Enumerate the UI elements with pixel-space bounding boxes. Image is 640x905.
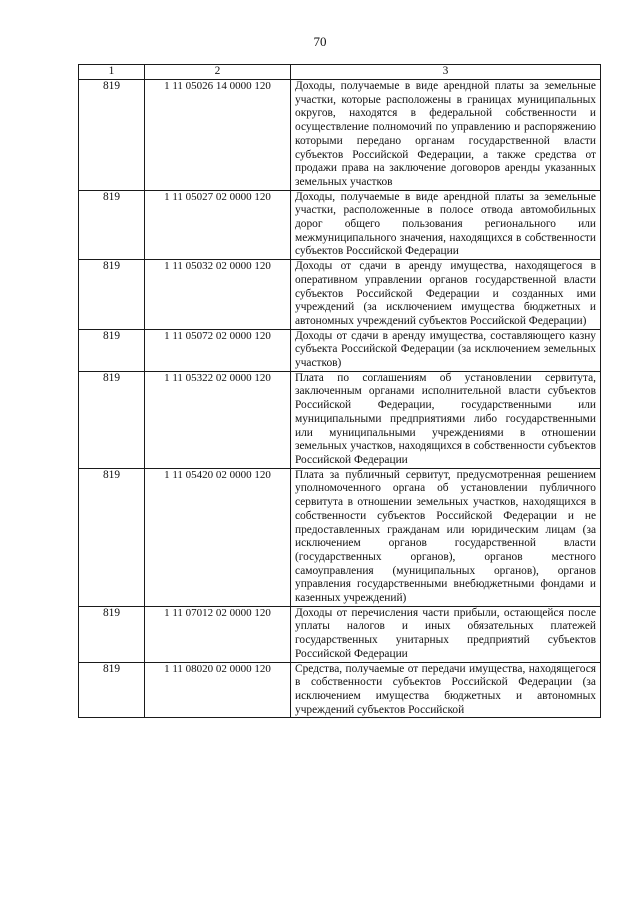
- revenue-code-cell: 1 11 08020 02 0000 120: [145, 662, 291, 718]
- revenue-codes-table: [78, 64, 601, 718]
- table-row: [79, 468, 601, 606]
- revenue-code-cell: 1 11 07012 02 0000 120: [145, 606, 291, 662]
- description-cell: Доходы от перечисления части прибыли, остающейся после уплаты налогов и иных обязательных платежей государственных унитарных предприятий субъектов Российской Федерации: [291, 606, 601, 662]
- revenue-code-cell: 1 11 05027 02 0000 120: [145, 190, 291, 260]
- admin-code-cell: 819: [79, 606, 145, 662]
- description-cell: Доходы, получаемые в виде арендной платы за земельные участки, расположенные в полосе отвода автомобильных дорог общего пользования регионального или межмуниципального значения, находящихся в собственности субъектов Российской Федерации: [291, 190, 601, 260]
- table-row: [79, 606, 601, 662]
- table-row: [79, 662, 601, 718]
- description-cell: Средства, получаемые от передачи имущества, находящегося в собственности субъектов Российской Федерации (за исключением имущества бюджетных и автономных учреждений субъектов Российской: [291, 662, 601, 718]
- description-cell: Доходы от сдачи в аренду имущества, находящегося в оперативном управлении органов государственной власти субъектов Российской Федерации и созданных ими учреждений (за исключением имущества бюджетных и автономных учреждений субъектов Российской Федерации): [291, 260, 601, 330]
- description-cell: Плата за публичный сервитут, предусмотренная решением уполномоченного органа об установлении публичного сервитута в отношении земельных участков, находящихся в собственности субъектов Российской Федерации и не предоставленных гражданам или юридическим лицам (за исключением органов государственной власти (государственных органов), органов местного самоуправления (муниципальных органов), органов управления государственными внебюджетными фондами и казенных учреждений): [291, 468, 601, 606]
- description-cell: Плата по соглашениям об установлении сервитута, заключенным органами исполнительной власти субъектов Российской Федерации, государственными или муниципальными предприятиями либо государственными или муниципальными учреждениями в отношении земельных участков, находящихся в собственности субъектов Российской Федерации: [291, 371, 601, 468]
- admin-code-cell: 819: [79, 329, 145, 371]
- header-col-3: 3: [291, 65, 601, 80]
- admin-code-cell: 819: [79, 662, 145, 718]
- table-row: [79, 371, 601, 468]
- admin-code-cell: 819: [79, 260, 145, 330]
- revenue-code-cell: 1 11 05322 02 0000 120: [145, 371, 291, 468]
- admin-code-cell: 819: [79, 80, 145, 191]
- header-col-1: 1: [79, 65, 145, 80]
- admin-code-cell: 819: [79, 468, 145, 606]
- table-row: [79, 260, 601, 330]
- table-row: [79, 80, 601, 191]
- admin-code-cell: 819: [79, 371, 145, 468]
- description-cell: Доходы, получаемые в виде арендной платы за земельные участки, которые расположены в границах муниципальных округов, находятся в федеральной собственности и осуществление полномочий по управлению и распоряжению которыми передано органам государственной власти субъектов Российской Федерации, а также средства от продажи права на заключение договоров аренды указанных земельных участков: [291, 80, 601, 191]
- revenue-code-cell: 1 11 05032 02 0000 120: [145, 260, 291, 330]
- table-header-row: [79, 65, 601, 80]
- description-cell: Доходы от сдачи в аренду имущества, составляющего казну субъекта Российской Федерации (за исключением земельных участков): [291, 329, 601, 371]
- header-col-2: 2: [145, 65, 291, 80]
- revenue-code-cell: 1 11 05026 14 0000 120: [145, 80, 291, 191]
- page-number: 70: [313, 34, 327, 49]
- admin-code-cell: 819: [79, 190, 145, 260]
- table-row: [79, 329, 601, 371]
- revenue-code-cell: 1 11 05420 02 0000 120: [145, 468, 291, 606]
- table-row: [79, 190, 601, 260]
- revenue-code-cell: 1 11 05072 02 0000 120: [145, 329, 291, 371]
